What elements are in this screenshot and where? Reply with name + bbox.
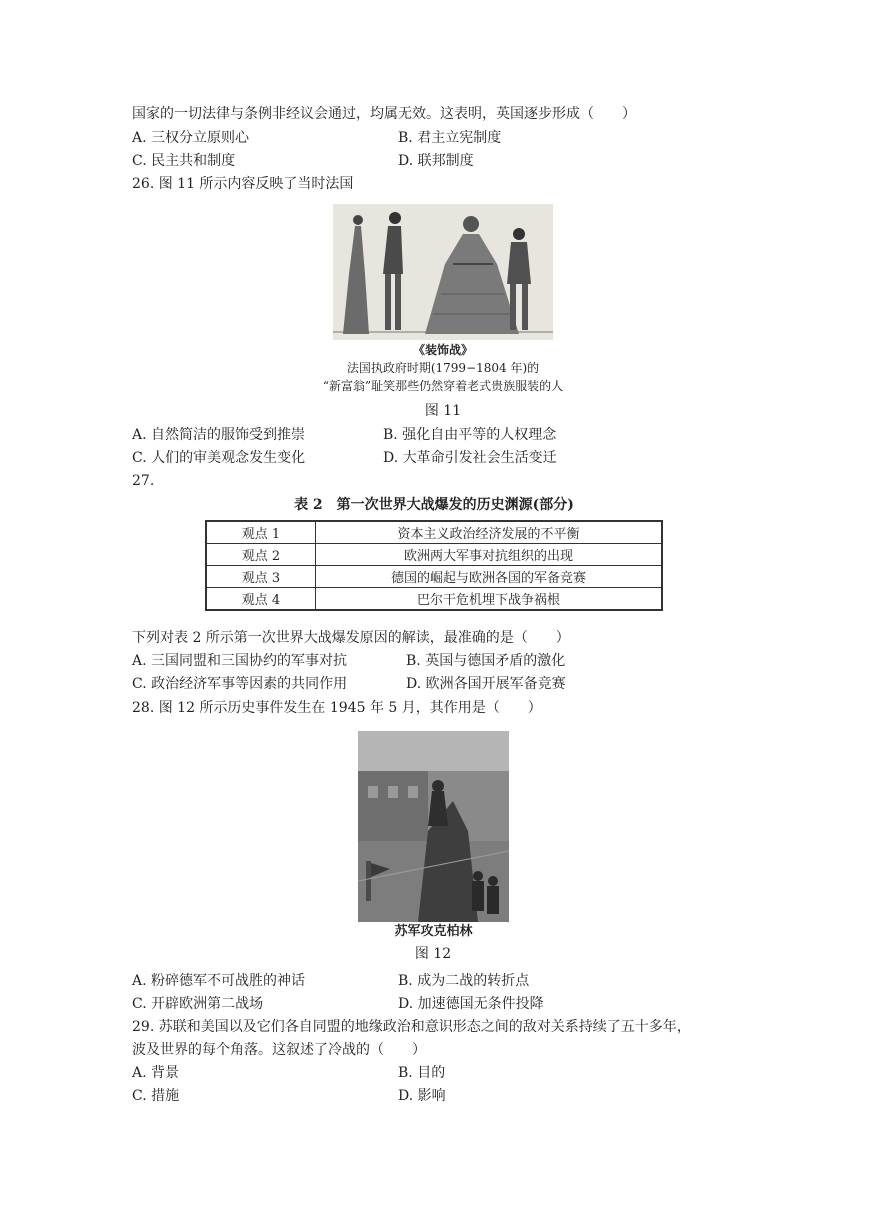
q26-option-c[interactable]: C. 人们的审美观念发生变化 (132, 450, 306, 466)
figure-11-caption-line2: “新富翁”耻笑那些仍然穿着老式贵族服装的人 (322, 379, 564, 393)
q28-option-b[interactable]: B. 成为二战的转折点 (398, 973, 530, 989)
q27-option-c[interactable]: C. 政治经济军事等因素的共同作用 (132, 676, 348, 692)
table-row (206, 544, 662, 566)
table-cell-key: 观点 1 (206, 521, 316, 544)
q25-option-d[interactable]: D. 联邦制度 (398, 153, 474, 169)
q26-option-d[interactable]: D. 大革命引发社会生活变迁 (383, 450, 557, 466)
q28-option-c[interactable]: C. 开辟欧洲第二战场 (132, 996, 264, 1012)
q26-option-b[interactable]: B. 强化自由平等的人权理念 (383, 427, 557, 443)
q28-option-d[interactable]: D. 加速德国无条件投降 (398, 996, 544, 1012)
q26-stem: 26. 图 11 所示内容反映了当时法国 (132, 176, 354, 192)
q29-option-c[interactable]: C. 措施 (132, 1088, 180, 1104)
figure-12-photo (358, 731, 509, 922)
q29-stem-line2: 波及世界的每个角落。这叙述了冷战的（ ） (132, 1042, 426, 1058)
figure-11-illustration (333, 204, 553, 340)
table-row (206, 588, 662, 611)
q28-option-a[interactable]: A. 粉碎德军不可战胜的神话 (132, 973, 306, 989)
table-row (206, 521, 662, 544)
q25-stem: 国家的一切法律与条例非经议会通过，均属无效。这表明，英国逐步形成（ ） (132, 106, 636, 122)
q27-option-a[interactable]: A. 三国同盟和三国协约的军事对抗 (132, 653, 348, 669)
q27-number: 27. (132, 473, 155, 489)
table-row (206, 566, 662, 588)
q25-option-c[interactable]: C. 民主共和制度 (132, 153, 236, 169)
table-cell-key: 观点 4 (206, 588, 316, 611)
q29-stem-line1: 29. 苏联和美国以及它们各自同盟的地缘政治和意识形态之间的敌对关系持续了五十多年， (132, 1019, 691, 1035)
q25-option-a[interactable]: A. 三权分立原则心 (132, 130, 250, 146)
table-cell-key: 观点 3 (206, 566, 316, 588)
figure-11-caption-line1: 法国执政府时期(1799−1804 年)的 (346, 361, 540, 375)
table-cell-key: 观点 2 (206, 544, 316, 566)
q27-option-d[interactable]: D. 欧洲各国开展军备竞赛 (406, 676, 566, 692)
q28-stem: 28. 图 12 所示历史事件发生在 1945 年 5 月，其作用是（ ） (132, 700, 542, 716)
table-cell-value: 资本主义政治经济发展的不平衡 (316, 521, 663, 544)
table-2-title: 表 2 第一次世界大战爆发的历史渊源(部分) (294, 497, 574, 513)
q29-option-b[interactable]: B. 目的 (398, 1065, 446, 1081)
q27-stem: 下列对表 2 所示第一次世界大战爆发原因的解读，最准确的是（ ） (132, 630, 570, 646)
table-cell-value: 欧洲两大军事对抗组织的出现 (316, 544, 663, 566)
q25-option-b[interactable]: B. 君主立宪制度 (398, 130, 502, 146)
figure-11-label: 图 11 (424, 403, 462, 419)
q27-option-b[interactable]: B. 英国与德国矛盾的激化 (406, 653, 566, 669)
q29-option-d[interactable]: D. 影响 (398, 1088, 446, 1104)
figure-12-label: 图 12 (414, 946, 452, 962)
table-cell-value: 巴尔干危机埋下战争祸根 (316, 588, 663, 611)
table-2 (205, 520, 663, 611)
q29-option-a[interactable]: A. 背景 (132, 1065, 180, 1081)
q26-option-a[interactable]: A. 自然简洁的服饰受到推崇 (132, 427, 306, 443)
figure-12-caption: 苏军攻克柏林 (394, 924, 473, 939)
figure-11-title: 《装饰战》 (412, 343, 473, 357)
table-cell-value: 德国的崛起与欧洲各国的军备竞赛 (316, 566, 663, 588)
